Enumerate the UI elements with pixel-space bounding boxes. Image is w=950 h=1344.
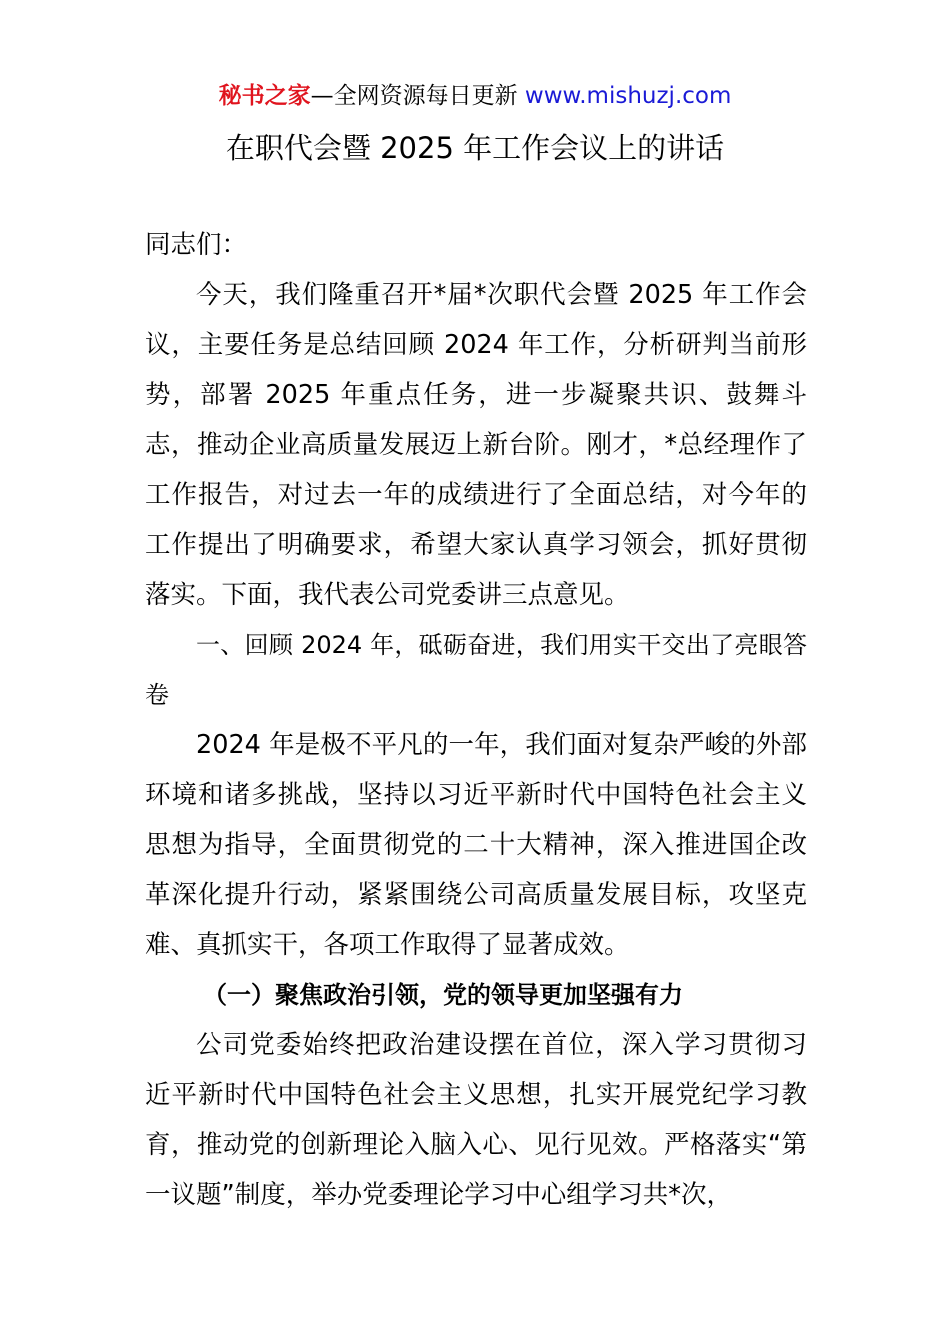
site-url-link[interactable]: www.mishuzj.com bbox=[524, 83, 732, 109]
site-banner bbox=[0, 80, 950, 112]
site-brand: 秘书之家 bbox=[218, 83, 311, 109]
paragraph-review: 2024 年是极不平凡的一年，我们面对复杂严峻的外部环境和诸多挑战，坚持以习近平新时代中国特色社会主义思想为指导，全面贯彻党的二十大精神，深入推进国企改革深化提升行动，紧紧围绕公司高质量发展目标，攻坚克难、真抓实干，各项工作取得了显著成效。 bbox=[145, 730, 807, 960]
paragraph-intro: 今天，我们隆重召开*届*次职代会暨 2025 年工作会议，主要任务是总结回顾 2024 年工作，分析研判当前形势，部署 2025 年重点任务，进一步凝聚共识、鼓舞斗志，推动企业高质量发展迈上新台阶。刚才，*总经理作了工作报告，对过去一年的成绩进行了全面总结，对今年的工作提出了明确要求，希望大家认真学习领会，抓好贯彻落实。下面，我代表公司党委讲三点意见。 bbox=[145, 280, 807, 610]
document-body bbox=[145, 220, 807, 1220]
document-title: 在职代会暨 2025 年工作会议上的讲话 bbox=[225, 131, 725, 165]
section-heading-1: 一、回顾 2024 年，砥砺奋进，我们用实干交出了亮眼答卷 bbox=[145, 631, 807, 709]
site-slogan: —全网资源每日更新 bbox=[310, 83, 518, 109]
paragraph-party-building: 公司党委始终把政治建设摆在首位，深入学习贯彻习近平新时代中国特色社会主义思想，扎实开展党纪学习教育，推动党的创新理论入脑入心、见行见效。严格落实“第一议题”制度，举办党委理论学习中心组学习共*次， bbox=[145, 1030, 807, 1210]
subsection-heading-1: （一）聚焦政治引领，党的领导更加坚强有力 bbox=[203, 981, 683, 1009]
salutation: 同志们： bbox=[145, 230, 248, 260]
